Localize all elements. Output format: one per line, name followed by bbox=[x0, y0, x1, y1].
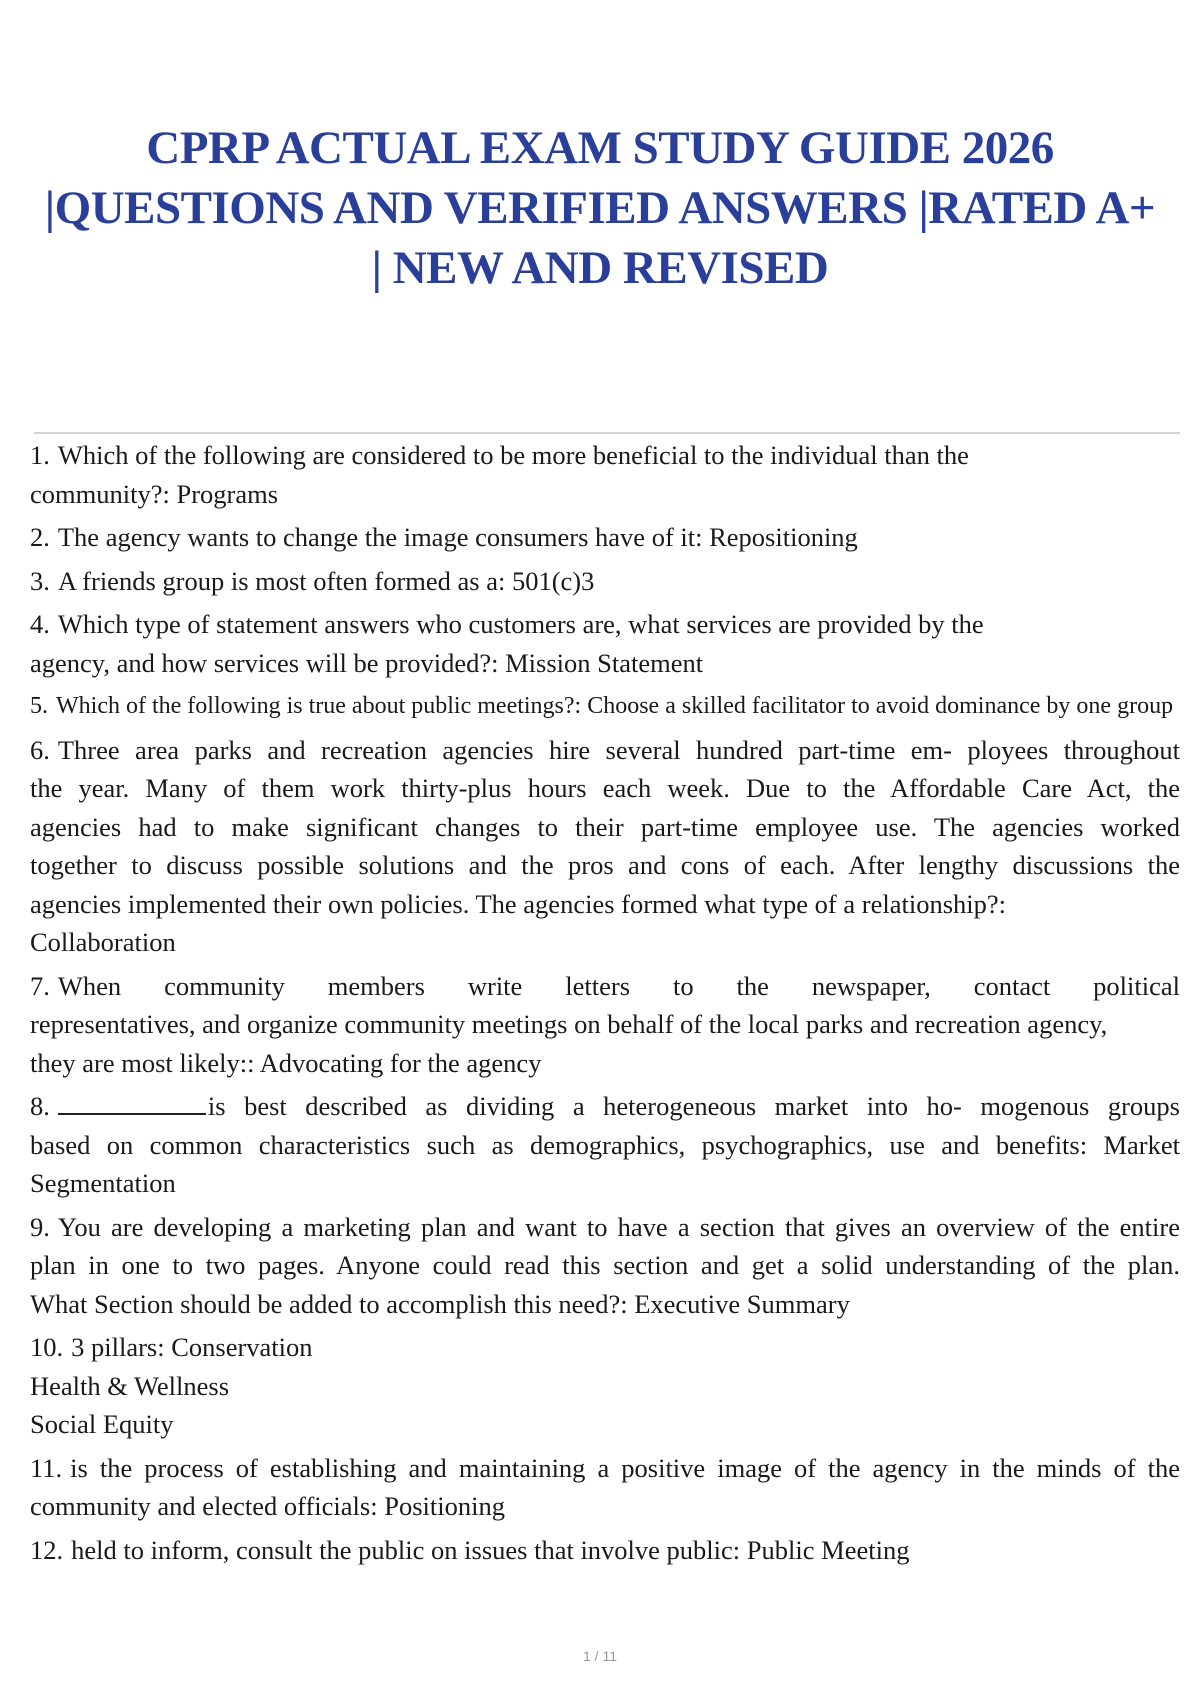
question-text: together to discuss possible solutions and the pros and cons of each. After lengthy discussions the bbox=[30, 850, 1180, 880]
question-text: The agency wants to change the image consumers have of it: Repositioning bbox=[57, 522, 858, 552]
question-text: is the process of establishing and maintaining a positive image of the agency in the minds of the bbox=[70, 1452, 1180, 1483]
question-number: 11. bbox=[30, 1452, 63, 1483]
question-line bbox=[30, 967, 1180, 1006]
question-text: A friends group is most often formed as a: 501(c)3 bbox=[57, 565, 595, 596]
question-number: 1. bbox=[30, 440, 50, 470]
question-line bbox=[30, 436, 1180, 475]
question-text: community?: Programs bbox=[30, 478, 279, 509]
question-text: Which type of statement answers who customers are, what services are provided by the bbox=[57, 609, 984, 639]
fill-in-blank bbox=[58, 1089, 206, 1115]
question-item bbox=[30, 605, 1180, 682]
question-number: 7. bbox=[30, 970, 50, 1001]
question-text: Three area parks and recreation agencies hire several hundred part-time em- ployees throughout bbox=[57, 734, 1180, 765]
question-line bbox=[30, 605, 1180, 644]
question-item bbox=[30, 1208, 1180, 1324]
question-line bbox=[30, 475, 1180, 514]
question-number: 3. bbox=[30, 565, 50, 596]
question-line bbox=[30, 846, 1180, 885]
page-indicator: 1 / 11 bbox=[583, 1648, 617, 1664]
question-line bbox=[30, 1246, 1180, 1285]
question-line bbox=[30, 885, 1180, 924]
question-line bbox=[30, 1328, 1180, 1367]
question-text: held to inform, consult the public on issues that involve public: Public Meeting bbox=[71, 1534, 910, 1565]
document-title bbox=[0, 118, 1200, 298]
question-line bbox=[30, 1087, 1180, 1126]
question-item bbox=[30, 967, 1180, 1083]
question-line bbox=[30, 1449, 1180, 1488]
question-text: What Section should be added to accomplish this need?: Executive Summary bbox=[30, 1288, 850, 1319]
question-text: Collaboration bbox=[30, 927, 176, 957]
question-line bbox=[30, 1164, 1180, 1203]
question-line bbox=[30, 1367, 1180, 1406]
question-line bbox=[30, 1005, 1180, 1044]
question-line bbox=[30, 769, 1180, 808]
question-item bbox=[30, 1531, 1180, 1570]
question-text: plan in one to two pages. Anyone could read this section and get a solid understanding of the plan. bbox=[30, 1250, 1180, 1280]
question-text: 3 pillars: Conservation bbox=[71, 1332, 313, 1362]
question-text: Health & Wellness bbox=[30, 1370, 230, 1401]
question-text: Social Equity bbox=[30, 1409, 174, 1439]
question-text: Which of the following are considered to be more beneficial to the individual than the bbox=[57, 440, 969, 470]
question-number: 6. bbox=[30, 734, 50, 765]
title-line: CPRP ACTUAL EXAM STUDY GUIDE 2026 bbox=[146, 122, 1054, 174]
question-number: 5. bbox=[30, 693, 48, 719]
question-number: 10. bbox=[30, 1332, 64, 1362]
question-number: 12. bbox=[30, 1534, 64, 1565]
question-number: 9. bbox=[30, 1211, 50, 1242]
question-text: is best described as dividing a heterogeneous market into ho- mogenous groups bbox=[207, 1091, 1180, 1121]
question-number: 8. bbox=[30, 1091, 50, 1121]
question-line bbox=[30, 1044, 1180, 1083]
question-list bbox=[30, 436, 1180, 1574]
title-line: |QUESTIONS AND VERIFIED ANSWERS |RATED A+ bbox=[44, 182, 1156, 234]
question-item bbox=[30, 518, 1180, 557]
question-line bbox=[30, 731, 1180, 770]
question-number: 4. bbox=[30, 609, 50, 639]
question-line bbox=[30, 644, 1180, 683]
title-line: | NEW AND REVISED bbox=[371, 242, 829, 294]
question-line bbox=[30, 1405, 1180, 1444]
question-text: the year. Many of them work thirty-plus hours each week. Due to the Affordable Care Act, the bbox=[30, 773, 1180, 803]
divider bbox=[34, 432, 1180, 434]
question-text: based on common characteristics such as demographics, psychographics, use and benefits: Market bbox=[30, 1129, 1180, 1160]
question-text: agencies implemented their own policies. The agencies formed what type of a relationship?: bbox=[30, 888, 1006, 919]
question-text: they are most likely:: Advocating for the agency bbox=[30, 1047, 542, 1078]
question-item bbox=[30, 1087, 1180, 1203]
question-text: agencies had to make significant changes to their part-time employee use. The agencies worked bbox=[30, 811, 1180, 842]
question-item bbox=[30, 1328, 1180, 1444]
question-number: 2. bbox=[30, 522, 50, 552]
question-text: Which of the following is true about public meetings?: Choose a skilled facilitator to avoid dominance by one group bbox=[56, 693, 1174, 719]
question-line bbox=[30, 1487, 1180, 1526]
question-line bbox=[30, 1285, 1180, 1324]
question-text: You are developing a marketing plan and want to have a section that gives an overview of the entire bbox=[57, 1211, 1180, 1242]
question-text: When community members write letters to the newspaper, contact political bbox=[57, 970, 1180, 1001]
question-text: representatives, and organize community meetings on behalf of the local parks and recreation agency, bbox=[30, 1009, 1108, 1039]
question-line bbox=[30, 562, 1180, 601]
question-item bbox=[30, 687, 1180, 726]
question-line bbox=[30, 923, 1180, 962]
question-line bbox=[30, 1126, 1180, 1165]
question-text: Segmentation bbox=[30, 1168, 176, 1198]
question-line bbox=[30, 1208, 1180, 1247]
question-line bbox=[30, 518, 1180, 557]
question-text: community and elected officials: Positioning bbox=[30, 1491, 505, 1521]
question-line bbox=[30, 687, 1180, 726]
question-line bbox=[30, 808, 1180, 847]
question-item bbox=[30, 562, 1180, 601]
question-item bbox=[30, 731, 1180, 962]
question-line bbox=[30, 1531, 1180, 1570]
question-text: agency, and how services will be provided?: Mission Statement bbox=[30, 647, 704, 678]
question-item bbox=[30, 1449, 1180, 1526]
question-item bbox=[30, 436, 1180, 513]
